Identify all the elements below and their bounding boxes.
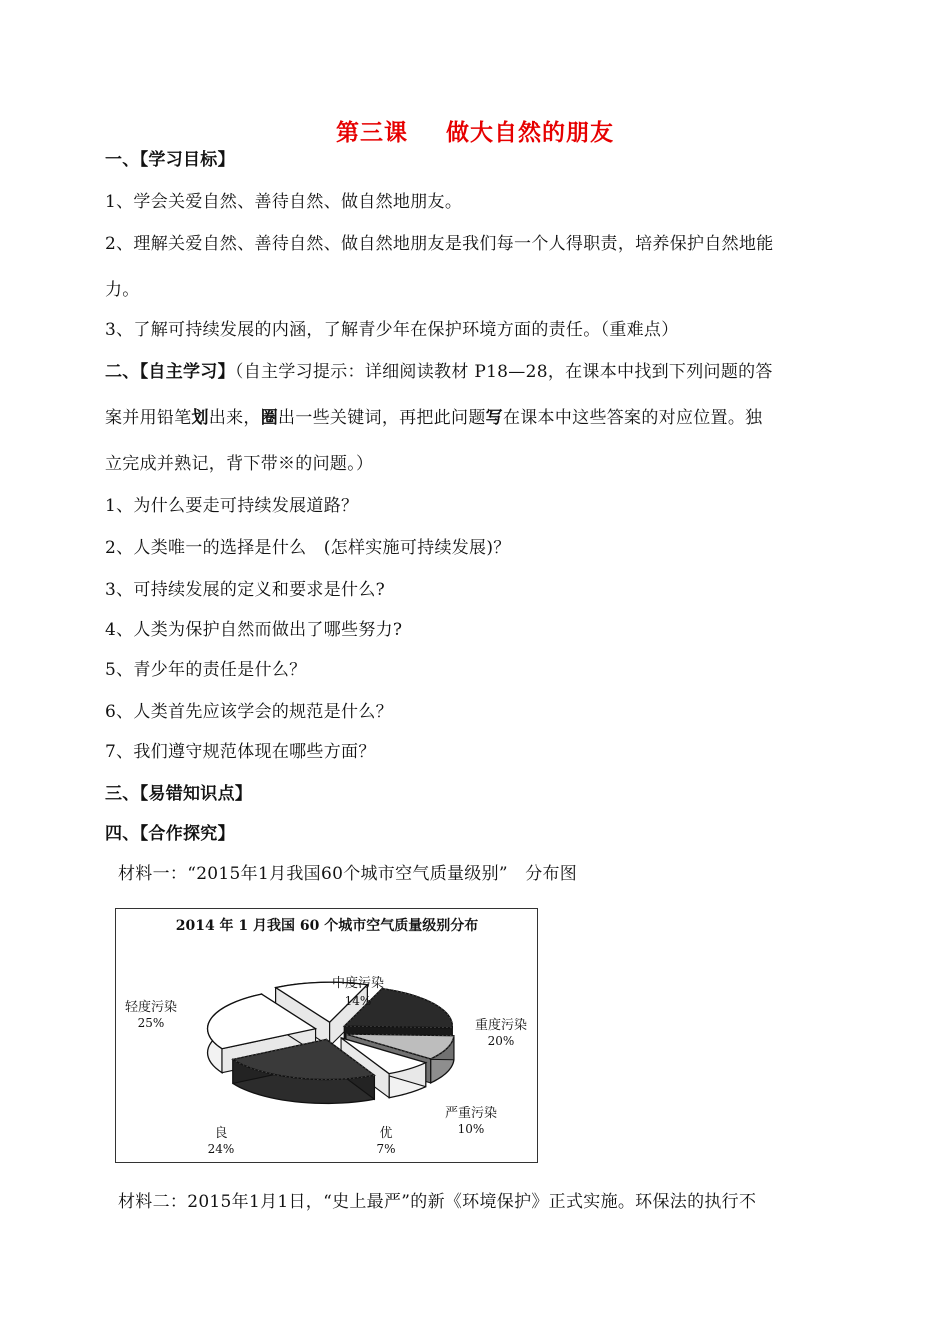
section-heading-goals: 一、【学习目标】 [105, 150, 235, 170]
material-two-text: 材料二：2015年1月1日，“史上最严”的新《环境保护》正式实施。环保法的执行不 [118, 1192, 757, 1212]
slice-value-label: 24% [207, 1142, 235, 1156]
question-item: 3、可持续发展的定义和要求是什么? [105, 580, 386, 600]
slice-label: 优 [379, 1126, 393, 1141]
pie-chart-svg [116, 909, 539, 1164]
lesson-title [0, 114, 950, 147]
slice-value-label: 20% [487, 1034, 515, 1048]
goal-item: 2、理解关爱自然、善待自然、做自然地朋友是我们每一个人得职责，培养保护自然地能 [105, 234, 774, 254]
question-item: 7、我们遵守规范体现在哪些方面？ [105, 742, 376, 762]
section-heading-mistakes: 三、【易错知识点】 [105, 784, 253, 804]
goal-item: 力。 [105, 280, 140, 300]
slice-label: 轻度污染 [124, 1000, 178, 1015]
question-item: 5、青少年的责任是什么？ [105, 660, 307, 680]
section-heading-cooperation: 四、【合作探究】 [105, 824, 235, 844]
slice-value-label: 25% [137, 1016, 165, 1030]
section-heading-self-study: 二、【自主学习】（自主学习提示：详细阅读教材 P18—28，在课本中找到下列问题的答 [105, 362, 773, 382]
question-item: 4、人类为保护自然而做出了哪些努力? [105, 620, 403, 640]
lesson-title-name: 做大自然的朋友 [446, 120, 614, 146]
chart-title: 2014 年 1 月我国 60 个城市空气质量级别分布 [175, 918, 479, 934]
slice-label: 中度污染 [331, 976, 385, 991]
slice-label: 严重污染 [444, 1106, 498, 1121]
question-item: 2、人类唯一的选择是什么 (怎样实施可持续发展)？ [105, 538, 511, 558]
self-study-hint: （自主学习提示：详细阅读教材 P18—28，在课本中找到下列问题的答 [234, 362, 773, 382]
self-study-hint-line: 案并用铅笔划出来，圈出一些关键词，再把此问题写在课本中这些答案的对应位置。独 [105, 408, 763, 428]
slice-label: 良 [214, 1126, 228, 1141]
goal-item: 1、学会关爱自然、善待自然、做自然地朋友。 [105, 192, 463, 212]
slice-label: 重度污染 [474, 1018, 528, 1033]
question-item: 6、人类首先应该学会的规范是什么？ [105, 702, 393, 722]
material-one-caption: 材料一：“2015年1月我国60个城市空气质量级别” 分布图 [118, 864, 578, 884]
lesson-title-number: 第三课 [336, 120, 408, 146]
air-quality-pie-chart [115, 908, 538, 1163]
slice-value-label: 7% [376, 1142, 396, 1156]
self-study-hint-line: 立完成并熟记，背下带※的问题。） [105, 454, 374, 474]
slice-value-label: 10% [457, 1122, 485, 1136]
question-item: 1、为什么要走可持续发展道路？ [105, 496, 359, 516]
slice-value-label: 14% [344, 994, 372, 1008]
goal-item: 3、了解可持续发展的内涵，了解青少年在保护环境方面的责任。（重难点） [105, 320, 679, 340]
